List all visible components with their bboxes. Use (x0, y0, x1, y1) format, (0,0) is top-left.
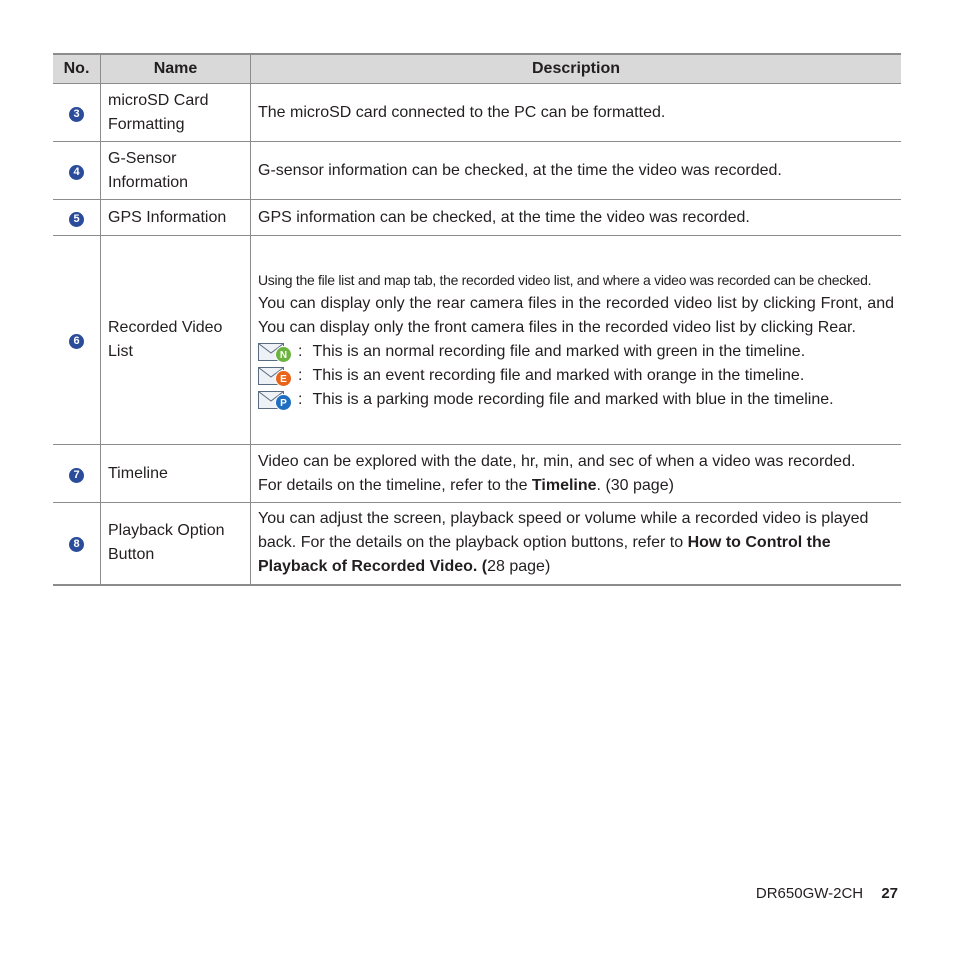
recording-type-parking: P : This is a parking mode recording file and marked with blue in the timeline. (258, 388, 894, 412)
table-row: 8 Playback Option Button You can adjust the screen, playback speed or volume while a recorded video is played back. For the details on the playback option buttons, refer to How to Control the Playback of Recorded Video. (28 page) (53, 503, 901, 585)
badge-parking: P (275, 394, 292, 411)
recording-type-list (258, 340, 894, 412)
page-number: 27 (881, 885, 898, 902)
row-description: You can display only the rear camera files in the recorded video list by clicking Front, and You can display only the front camera files in the recorded video list by clicking Rear. (258, 295, 894, 336)
row-name: Timeline (101, 445, 251, 503)
recording-type-text: This is a parking mode recording file and marked with blue in the timeline. (312, 391, 834, 408)
model-name: DR650GW-2CH (755, 885, 864, 902)
header-no: No. (53, 54, 101, 84)
recording-type-normal: N : This is an normal recording file and marked with green in the timeline. (258, 340, 894, 364)
badge-normal: N (275, 346, 292, 363)
badge-event: E (275, 370, 292, 387)
event-recording-icon (258, 365, 292, 387)
table-row (53, 142, 901, 200)
table-header-row (53, 54, 901, 84)
recording-type-text: This is an normal recording file and marked with green in the timeline. (312, 343, 806, 360)
number-badge: 4 (69, 165, 84, 180)
row-name: G-Sensor Information (101, 142, 251, 200)
page-footer (756, 885, 898, 902)
number-badge: 6 (69, 334, 84, 349)
number-badge: 3 (69, 107, 84, 122)
reference-title: Timeline (531, 476, 597, 494)
row-description: The microSD card connected to the PC can be formatted. (251, 84, 902, 142)
table-row (53, 236, 901, 445)
row-name: Playback Option Button (101, 503, 251, 585)
row-name: Recorded Video List (101, 236, 251, 445)
number-badge: 7 (69, 468, 84, 483)
parking-recording-icon (258, 389, 292, 411)
table-row (53, 200, 901, 236)
spec-table (53, 53, 901, 586)
row-description: You can adjust the screen, playback speed or volume while a recorded video is played back. For the details on the playback option buttons, refer to (258, 510, 869, 552)
row-description-small: Using the file list and map tab, the recorded video list, and where a video was recorded can be checked. (258, 272, 872, 288)
number-badge: 5 (69, 212, 84, 227)
table-row (53, 445, 901, 503)
row-description: G-sensor information can be checked, at the time the video was recorded. (251, 142, 902, 200)
header-description: Description (251, 54, 902, 84)
recording-type-event: E : This is an event recording file and marked with orange in the timeline. (258, 364, 894, 388)
table-row (53, 84, 901, 142)
row-description: GPS information can be checked, at the time the video was recorded. (251, 200, 902, 236)
row-name: GPS Information (101, 200, 251, 236)
row-description: Video can be explored with the date, hr, min, and sec of when a video was recorded. (258, 452, 856, 470)
normal-recording-icon (258, 341, 292, 363)
header-name: Name (101, 54, 251, 84)
row-reference: For details on the timeline, refer to the Timeline. (30 page) (258, 476, 674, 494)
reference-title: How to Control the Playback of Recorded Video. ( (258, 534, 831, 576)
recording-type-text: This is an event recording file and marked with orange in the timeline. (312, 367, 805, 384)
row-name: microSD Card Formatting (101, 84, 251, 142)
number-badge: 8 (69, 537, 84, 552)
